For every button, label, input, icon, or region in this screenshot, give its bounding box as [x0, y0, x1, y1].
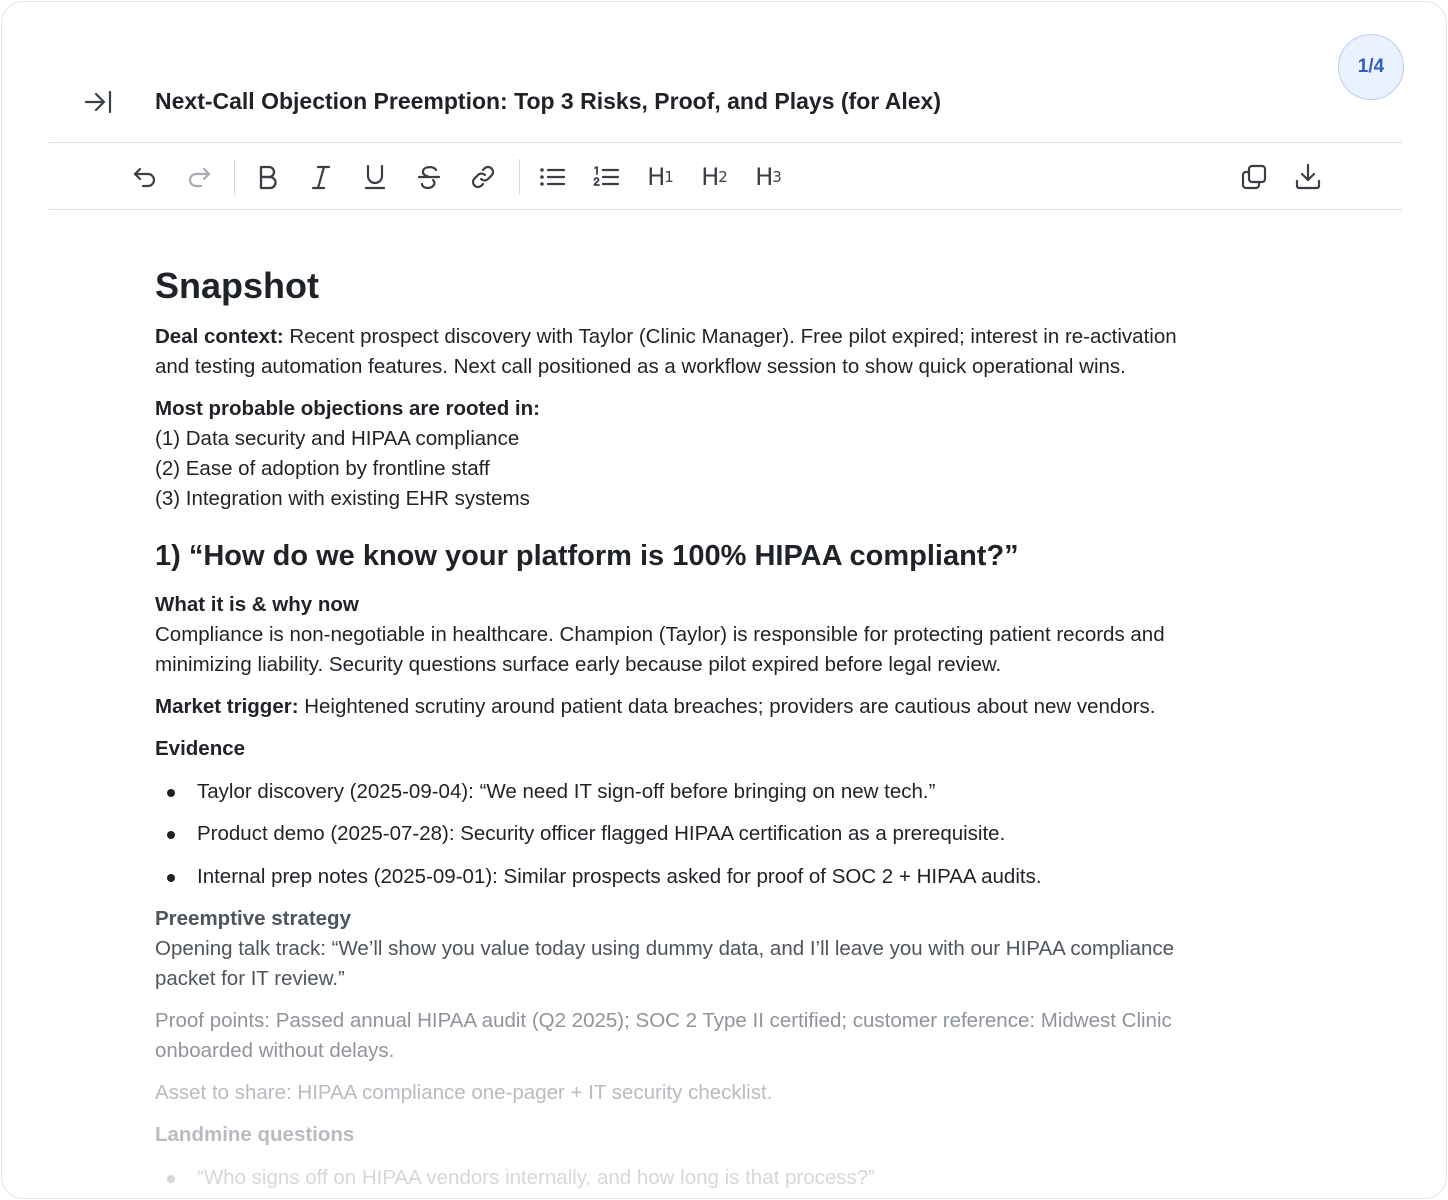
what-line-1: Compliance is non-negotiable in healthcare. Champion (Taylor) is responsible for protecting patient records and	[155, 623, 1165, 646]
editor-toolbar	[49, 142, 1402, 210]
bullet-dot	[167, 789, 175, 797]
landmine-item: “Who signs off on HIPAA vendors internally, and how long is that process?”	[197, 1166, 875, 1189]
evidence-item: Product demo (2025-07-28): Security officer flagged HIPAA certification as a prerequisite.	[197, 822, 1006, 845]
heading-1-sub: 1	[664, 168, 673, 186]
strategy-line-1: Opening talk track: “We’ll show you value today using dummy data, and I’ll leave you with our HIPAA compliance	[155, 937, 1175, 960]
heading-1-button[interactable]	[640, 157, 680, 197]
deal-context-text: Recent prospect discovery with Taylor (Clinic Manager). Free pilot expired; interest in re-activation	[283, 325, 1177, 348]
proof-line-2: onboarded without delays.	[155, 1039, 395, 1062]
bold-icon[interactable]	[247, 157, 287, 197]
market-trigger-text: Heightened scrutiny around patient data breaches; providers are cautious about new vendors.	[298, 695, 1156, 718]
collapse-panel-icon[interactable]	[82, 86, 114, 118]
market-trigger-label: Market trigger:	[155, 695, 299, 718]
bullet-dot	[167, 831, 175, 839]
document-panel	[1, 1, 1447, 1199]
asset-text: Asset to share: HIPAA compliance one-pager + IT security checklist.	[155, 1081, 773, 1104]
evidence-item: Taylor discovery (2025-09-04): “We need IT sign-off before bringing on new tech.”	[197, 780, 936, 803]
evidence-label: Evidence	[155, 737, 246, 760]
page-indicator[interactable]: 1/4	[1338, 34, 1404, 100]
landmine-label: Landmine questions	[155, 1123, 355, 1146]
objection-item: (1) Data security and HIPAA compliance	[155, 427, 520, 450]
objection-item: (3) Integration with existing EHR systems	[155, 487, 530, 510]
market-trigger	[155, 692, 1156, 722]
deal-context-line-2: and testing automation features. Next call positioned as a workflow session to show quick operational wins.	[155, 355, 1126, 378]
heading-3-sub: 3	[772, 168, 781, 186]
bullet-dot	[167, 1175, 175, 1183]
italic-icon[interactable]	[301, 157, 341, 197]
bullet-list-icon[interactable]	[532, 157, 572, 197]
bullet-dot	[167, 874, 175, 882]
strategy-label: Preemptive strategy	[155, 907, 351, 930]
strikethrough-icon[interactable]	[409, 157, 449, 197]
heading-2-label: H	[701, 163, 719, 191]
document-title: Next-Call Objection Preemption: Top 3 Risks, Proof, and Plays (for Alex)	[155, 88, 941, 114]
deal-context-label: Deal context:	[155, 325, 284, 348]
underline-icon[interactable]	[355, 157, 395, 197]
numbered-list-icon[interactable]	[586, 157, 626, 197]
snapshot-heading: Snapshot	[155, 265, 320, 306]
toolbar-divider	[519, 159, 520, 195]
objections-label: Most probable objections are rooted in:	[155, 397, 540, 420]
heading-1-label: H	[647, 163, 665, 191]
link-icon[interactable]	[463, 157, 503, 197]
copy-icon[interactable]	[1234, 157, 1274, 197]
heading-2-sub: 2	[718, 168, 727, 186]
deal-context-line-1	[155, 322, 1177, 352]
heading-3-label: H	[755, 163, 773, 191]
what-label: What it is & why now	[155, 593, 359, 616]
heading-2-button[interactable]	[694, 157, 734, 197]
section-1-heading: 1) “How do we know your platform is 100% HIPAA compliant?”	[155, 540, 1019, 572]
what-line-2: minimizing liability. Security questions surface early because pilot expired before legal review.	[155, 653, 1002, 676]
evidence-item: Internal prep notes (2025-09-01): Similar prospects asked for proof of SOC 2 + HIPAA audits.	[197, 865, 1042, 888]
heading-3-button[interactable]	[748, 157, 788, 197]
proof-line-1: Proof points: Passed annual HIPAA audit (Q2 2025); SOC 2 Type II certified; customer reference: Midwest Clinic	[155, 1009, 1172, 1032]
redo-icon[interactable]	[179, 157, 219, 197]
toolbar-divider	[234, 159, 235, 195]
download-icon[interactable]	[1288, 157, 1328, 197]
undo-icon[interactable]	[125, 157, 165, 197]
objection-item: (2) Ease of adoption by frontline staff	[155, 457, 490, 480]
strategy-line-2: packet for IT review.”	[155, 967, 345, 990]
